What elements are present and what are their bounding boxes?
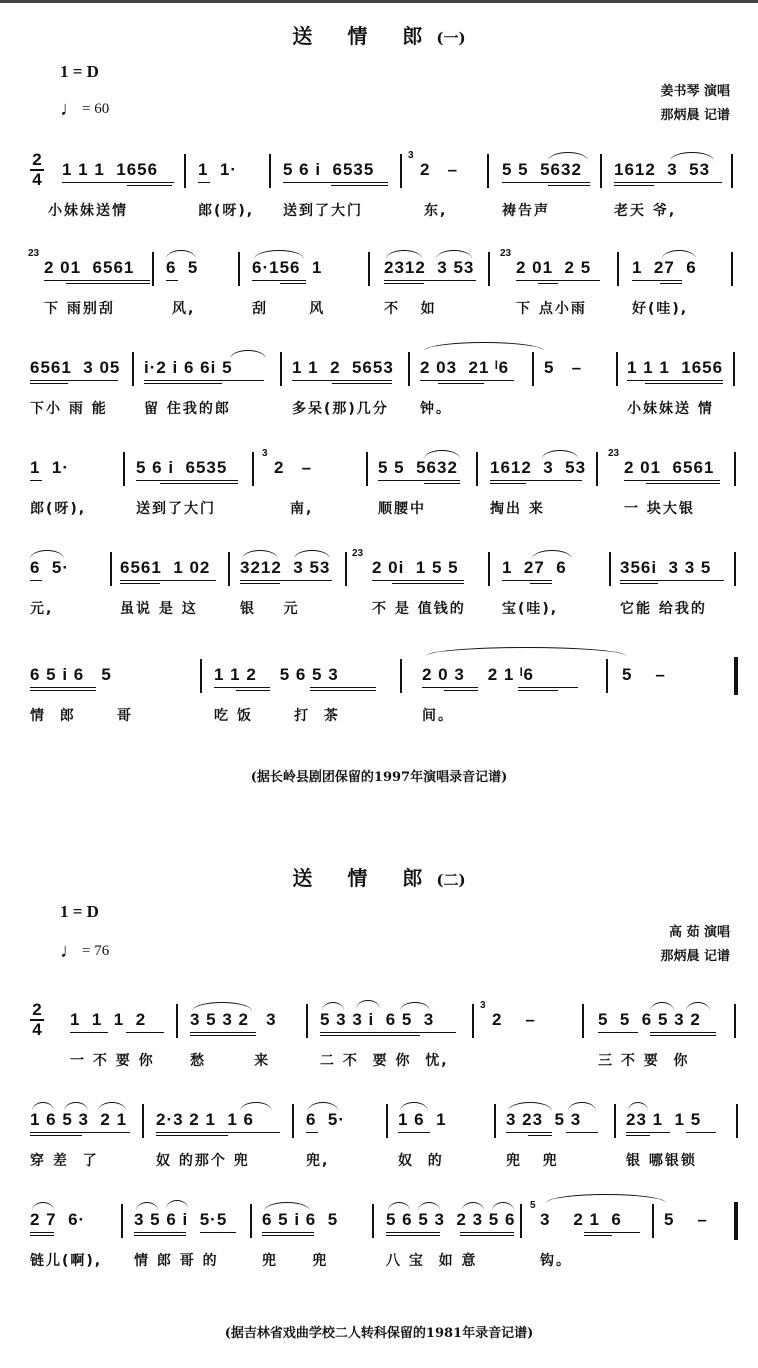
song-1-title-text: 送 情 郎 xyxy=(292,24,437,48)
measure-notes: 5 5 6 5 3 2 xyxy=(598,1010,701,1029)
measure-notes: 6561 3 05 xyxy=(30,358,121,377)
top-border xyxy=(0,0,758,3)
barline xyxy=(582,1004,584,1038)
measure xyxy=(283,150,393,219)
barline xyxy=(228,552,230,586)
measure xyxy=(627,348,727,417)
measure-notes: 3 2 1 6 xyxy=(540,1210,622,1229)
measure-notes: 6 5· xyxy=(30,558,70,577)
song-1-title-suffix: (一) xyxy=(436,29,466,47)
measure-notes: 3 5 3 2 3 xyxy=(190,1010,277,1029)
barline xyxy=(408,352,410,386)
measure xyxy=(492,1000,562,1060)
measure-lyrics: 不 如 xyxy=(384,301,437,317)
quarter-note-icon: ♩ xyxy=(60,98,80,120)
barline xyxy=(652,1204,654,1238)
song-1-system-3 xyxy=(0,348,758,418)
song-2-notation-credit: 那炳晨 记谱 xyxy=(660,949,730,964)
measure-lyrics: 小妹妹送情 xyxy=(48,203,128,219)
measure-lyrics: 八 宝 如 意 xyxy=(386,1253,478,1269)
measure-lyrics: 情 郎 哥 xyxy=(30,708,133,724)
measure-lyrics: 间。 xyxy=(422,708,454,724)
song-2-tempo-value: = 76 xyxy=(82,943,110,959)
measure xyxy=(214,655,394,724)
measure xyxy=(372,548,472,617)
final-barline xyxy=(734,1202,738,1240)
measure xyxy=(516,248,606,317)
measure-lyrics: 留 住我的郎 xyxy=(144,401,231,417)
grace-note: 23 xyxy=(500,248,512,259)
measure-lyrics: 下 点小雨 xyxy=(516,301,587,317)
measure-lyrics: 虽说 是 这 xyxy=(120,601,198,617)
barline xyxy=(520,1204,522,1238)
measure xyxy=(306,1100,376,1169)
barline xyxy=(292,1104,294,1138)
barline xyxy=(386,1104,388,1138)
measure-notes: 3 23 5 3 xyxy=(506,1110,582,1129)
measure-notes: 356i 3 3 5 xyxy=(620,558,712,577)
barline xyxy=(121,1204,123,1238)
measure-notes: 2312 3 53 xyxy=(384,258,475,277)
grace-note: 23 xyxy=(28,248,40,259)
measure xyxy=(632,248,712,317)
song-2-key: 1 = D xyxy=(60,902,99,921)
measure xyxy=(420,150,480,219)
measure-notes: 1 6 5 3 2 1 xyxy=(30,1110,128,1129)
measure xyxy=(44,248,154,317)
measure-notes: 5 – xyxy=(622,665,666,684)
measure xyxy=(120,548,220,617)
measure-lyrics: 兜, xyxy=(306,1153,330,1169)
measure xyxy=(422,655,602,724)
measure-lyrics: 郎(呀), xyxy=(198,203,255,219)
measure-lyrics: 兜 兜 xyxy=(262,1253,329,1269)
measure-lyrics: 吃 饭 打 茶 xyxy=(214,708,340,724)
measure-lyrics: 好(哇), xyxy=(632,301,689,317)
time-signature-top: 2 xyxy=(32,150,42,169)
song-1-singer-credit: 姜书琴 演唱 xyxy=(660,84,730,99)
barline xyxy=(176,1004,178,1038)
measure xyxy=(48,150,180,219)
measure xyxy=(624,448,724,517)
measure-notes: 1 1 1 1656 xyxy=(627,358,724,377)
measure-lyrics: 元, xyxy=(30,601,54,617)
quarter-note-icon: ♩ xyxy=(60,940,80,962)
measure xyxy=(190,1000,290,1069)
measure-notes: 2 – xyxy=(492,1010,536,1029)
measure-lyrics: 二 不 要 你 忧, xyxy=(320,1053,449,1069)
measure xyxy=(252,248,352,317)
barline xyxy=(269,154,271,188)
barline xyxy=(487,154,489,188)
measure-lyrics: 多呆(那)几分 xyxy=(292,401,389,417)
measure-notes: 2 0i 1 5 5 xyxy=(372,558,459,577)
measure-notes: 5 6 i 6535 xyxy=(136,458,228,477)
measure xyxy=(30,448,110,517)
measure-notes: 1612 3 53 xyxy=(490,458,587,477)
barline xyxy=(596,452,598,486)
measure-notes: 1 1· xyxy=(198,160,238,179)
measure-notes: 1612 3 53 xyxy=(614,160,711,179)
measure-lyrics: 顺腰中 xyxy=(378,501,426,517)
song-1-tempo-value: = 60 xyxy=(82,101,110,117)
measure-notes: 5 6 5 3 2 3 5 6 xyxy=(386,1210,516,1229)
measure xyxy=(30,548,110,617)
song-2-title xyxy=(0,862,758,891)
measure xyxy=(502,548,582,617)
song-2-singer-credit: 高 茹 演唱 xyxy=(668,925,730,940)
time-signature-bottom: 4 xyxy=(32,1020,42,1039)
measure-lyrics: 送到了大门 xyxy=(136,501,216,517)
measure-notes: 2 7 6· xyxy=(30,1210,86,1229)
barline xyxy=(400,154,402,188)
barline xyxy=(606,659,608,693)
barline xyxy=(494,1104,496,1138)
measure xyxy=(378,448,468,517)
barline xyxy=(734,552,736,586)
measure-notes: 2 01 6561 xyxy=(44,258,135,277)
measure-notes: 2 0 3 2 1 ˡ6 xyxy=(422,665,534,684)
measure xyxy=(274,448,354,517)
barline xyxy=(731,252,733,286)
barline xyxy=(152,252,154,286)
barline xyxy=(734,452,736,486)
song-2-footnote: (据吉林省戏曲学校二人转科保留的1981年录音记谱) xyxy=(224,1326,534,1341)
measure xyxy=(144,348,274,417)
barline xyxy=(123,452,125,486)
barline xyxy=(731,154,733,188)
barline xyxy=(250,1204,252,1238)
barline xyxy=(200,659,202,693)
measure xyxy=(292,348,402,417)
measure xyxy=(626,1100,726,1169)
measure-lyrics: 祷告声 xyxy=(502,203,550,219)
measure xyxy=(198,150,268,219)
measure-notes: 2 01 2 5 xyxy=(516,258,592,277)
measure-notes: 1 27 6 xyxy=(502,558,567,577)
barline xyxy=(252,452,254,486)
grace-note: 23 xyxy=(608,448,620,459)
song-1-system-6 xyxy=(0,655,758,725)
song-1-system-4 xyxy=(0,448,758,518)
measure-notes: 2 01 6561 xyxy=(624,458,715,477)
measure-lyrics: 奴 的那个 兜 xyxy=(156,1153,250,1169)
measure-notes: 1 1 2 5 6 5 3 xyxy=(214,665,339,684)
measure xyxy=(262,1200,362,1269)
barline xyxy=(372,1204,374,1238)
measure-lyrics: 南, xyxy=(290,501,314,517)
measure xyxy=(386,1200,516,1269)
barline xyxy=(476,452,478,486)
measure-notes: 1 1 1 1656 xyxy=(62,160,159,179)
measure xyxy=(30,1100,140,1169)
measure-notes: 2 03 21 ˡ6 xyxy=(420,358,510,377)
measure-notes: 5 – xyxy=(544,358,583,377)
measure xyxy=(134,1200,244,1269)
measure-notes: i·2 i 6 6i 5 xyxy=(144,358,233,377)
measure-notes: 1 1 1 2 xyxy=(70,1010,147,1029)
measure xyxy=(490,448,600,517)
measure xyxy=(384,248,484,317)
barline xyxy=(609,552,611,586)
song-2-system-2 xyxy=(0,1100,758,1170)
time-signature-bottom: 4 xyxy=(32,170,42,189)
measure-lyrics: 东, xyxy=(424,203,448,219)
measure-notes: 6561 1 02 xyxy=(120,558,211,577)
measure-notes: 1 1· xyxy=(30,458,70,477)
measure-lyrics: 一 块大银 xyxy=(624,501,695,517)
barline xyxy=(614,1104,616,1138)
barline xyxy=(142,1104,144,1138)
measure-notes: 3212 3 53 xyxy=(240,558,331,577)
barline xyxy=(617,252,619,286)
grace-note: 3 xyxy=(408,150,414,161)
barline xyxy=(184,154,186,188)
barline xyxy=(532,352,534,386)
measure xyxy=(136,448,246,517)
measure xyxy=(664,1200,734,1260)
measure-lyrics: 刮 风 xyxy=(252,301,326,317)
song-1-system-2 xyxy=(0,248,758,318)
measure-lyrics: 穿 差 了 xyxy=(30,1153,99,1169)
measure-notes: 3 5 6 i 5·5 xyxy=(134,1210,228,1229)
measure-notes: 5 5 5632 xyxy=(502,160,582,179)
barline xyxy=(734,1004,736,1038)
barline xyxy=(132,352,134,386)
measure-lyrics: 不 是 值钱的 xyxy=(372,601,466,617)
barline xyxy=(736,1104,738,1138)
grace-note: 3 xyxy=(262,448,268,459)
measure xyxy=(30,348,130,417)
song-1-title xyxy=(0,20,758,49)
measure-lyrics: 奴 的 xyxy=(398,1153,444,1169)
grace-note: 3 xyxy=(480,1000,486,1011)
measure xyxy=(166,248,226,317)
song-2-tempo xyxy=(60,940,109,963)
measure-notes: 6 5 xyxy=(166,258,199,277)
measure-lyrics: 情 郎 哥 的 xyxy=(134,1253,219,1269)
measure-notes: 1 6 1 xyxy=(398,1110,447,1129)
measure-lyrics: 钟。 xyxy=(420,401,452,417)
time-signature-top: 2 xyxy=(32,1000,42,1019)
measure xyxy=(598,1000,728,1069)
measure-notes: 6 5 i 6 5 xyxy=(30,665,112,684)
measure-lyrics: 送到了大门 xyxy=(283,203,363,219)
measure xyxy=(398,1100,488,1169)
grace-note: 23 xyxy=(352,548,364,559)
measure-lyrics: 钩。 xyxy=(540,1253,572,1269)
measure-notes: 2 – xyxy=(420,160,459,179)
barline xyxy=(366,452,368,486)
measure-lyrics: 愁 来 xyxy=(190,1053,271,1069)
measure xyxy=(156,1100,286,1169)
measure-lyrics: 宝(哇), xyxy=(502,601,559,617)
measure xyxy=(544,348,614,408)
measure-lyrics: 银 元 xyxy=(240,601,300,617)
song-1-key: 1 = D xyxy=(60,62,99,81)
measure xyxy=(240,548,340,617)
measure xyxy=(614,150,724,219)
measure-notes: 2·3 2 1 1 6 xyxy=(156,1110,255,1129)
barline xyxy=(345,552,347,586)
measure-lyrics: 银 哪银锁 xyxy=(626,1153,697,1169)
barline xyxy=(368,252,370,286)
measure-lyrics: 下小 雨 能 xyxy=(30,401,108,417)
measure-lyrics: 老天 爷, xyxy=(614,203,677,219)
measure-notes: 6·156 1 xyxy=(252,258,323,277)
measure xyxy=(540,1200,650,1269)
barline xyxy=(238,252,240,286)
measure xyxy=(30,655,200,724)
measure-notes: 5 5 5632 xyxy=(378,458,458,477)
song-1-system-1 xyxy=(0,150,758,220)
measure-lyrics: 它能 给我的 xyxy=(620,601,707,617)
measure-notes: 1 1 2 5653 xyxy=(292,358,394,377)
measure xyxy=(620,548,730,617)
barline xyxy=(472,1004,474,1038)
song-2-system-3 xyxy=(0,1200,758,1270)
song-1-notation-credit: 那炳晨 记谱 xyxy=(660,108,730,123)
barline xyxy=(488,252,490,286)
measure-notes: 2 – xyxy=(274,458,313,477)
song-2-title-suffix: (二) xyxy=(436,871,466,889)
barline xyxy=(280,352,282,386)
song-2-system-1 xyxy=(0,1000,758,1070)
barline xyxy=(616,352,618,386)
measure-notes: 23 1 1 5 xyxy=(626,1110,702,1129)
barline xyxy=(306,1004,308,1038)
measure-notes: 6 5 i 6 5 xyxy=(262,1210,339,1229)
song-1-footnote: (据长岭县剧团保留的1997年演唱录音记谱) xyxy=(250,770,508,785)
measure-lyrics: 掏出 来 xyxy=(490,501,545,517)
measure-notes: 1 27 6 xyxy=(632,258,697,277)
measure xyxy=(320,1000,460,1069)
measure xyxy=(70,1000,170,1069)
measure xyxy=(506,1100,606,1169)
song-1-tempo xyxy=(60,98,109,121)
measure xyxy=(420,348,520,417)
measure xyxy=(502,150,592,219)
song-2-title-text: 送 情 郎 xyxy=(292,866,437,890)
measure xyxy=(622,655,712,715)
measure-notes: 6 5· xyxy=(306,1110,346,1129)
barline xyxy=(400,659,402,693)
barline xyxy=(733,352,735,386)
measure-notes: 5 6 i 6535 xyxy=(283,160,375,179)
song-1-system-5 xyxy=(0,548,758,618)
measure-lyrics: 三 不 要 你 xyxy=(598,1053,690,1069)
barline xyxy=(488,552,490,586)
measure-notes: 5 3 3 i 6 5 3 xyxy=(320,1010,435,1029)
grace-note: 5 xyxy=(530,1200,536,1211)
final-barline xyxy=(734,657,738,695)
measure-lyrics: 链儿(啊), xyxy=(30,1253,103,1269)
measure-lyrics: 兜 兜 xyxy=(506,1153,559,1169)
measure-lyrics: 一 不 要 你 xyxy=(70,1053,155,1069)
barline xyxy=(600,154,602,188)
measure-lyrics: 郎(呀), xyxy=(30,501,87,517)
measure xyxy=(30,1200,120,1269)
measure-lyrics: 小妹妹送 情 xyxy=(627,401,714,417)
measure-notes: 5 – xyxy=(664,1210,708,1229)
barline xyxy=(110,552,112,586)
measure-lyrics: 风, xyxy=(172,301,196,317)
measure-lyrics: 下 雨别刮 xyxy=(44,301,115,317)
